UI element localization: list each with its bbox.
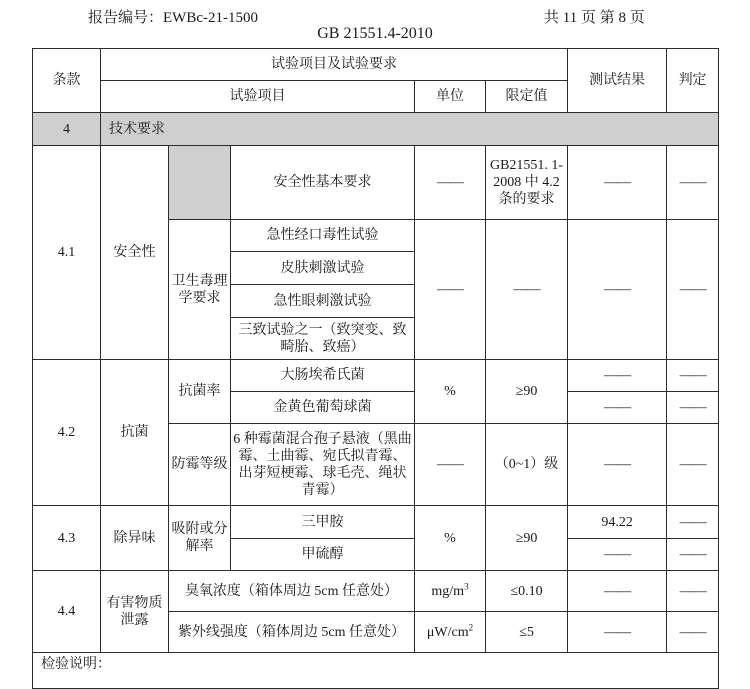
item-name: 臭氧浓度（箱体周边 5cm 任意处）: [169, 571, 415, 612]
clause-name: 除异味: [101, 506, 169, 571]
unit-cell: ——: [415, 220, 486, 360]
result-cell: ——: [568, 146, 667, 220]
judgment-cell: ——: [667, 506, 719, 539]
clause-no: 4.3: [33, 506, 101, 571]
judgment-cell: ——: [667, 220, 719, 360]
limit-cell: ≥90: [486, 360, 568, 424]
limit-cell: ≤5: [486, 612, 568, 653]
clause-name: 抗菌: [101, 360, 169, 506]
limit-cell: GB21551. 1-2008 中 4.2 条的要求: [486, 146, 568, 220]
unit-exponent: 3: [464, 580, 469, 591]
limit-cell: ≥90: [486, 506, 568, 571]
col-header-limit: 限定值: [486, 81, 568, 113]
item-name: 甲硫醇: [231, 539, 415, 571]
group-name: 抗菌率: [169, 360, 231, 424]
table-row: [33, 146, 719, 220]
result-cell: ——: [568, 392, 667, 424]
limit-cell: ≤0.10: [486, 571, 568, 612]
col-header-unit: 单位: [415, 81, 486, 113]
blank-cell: [169, 146, 231, 220]
result-cell: 94.22: [568, 506, 667, 539]
result-cell: ——: [568, 220, 667, 360]
result-cell: ——: [568, 539, 667, 571]
col-header-item: 试验项目: [101, 81, 415, 113]
notes-label: 检验说明：: [33, 653, 719, 689]
notes-row: [33, 653, 719, 689]
limit-cell: （0~1）级: [486, 424, 568, 506]
group-name: 吸附或分解率: [169, 506, 231, 571]
result-cell: ——: [568, 571, 667, 612]
group-name: 防霉等级: [169, 424, 231, 506]
judgment-cell: ——: [667, 571, 719, 612]
unit-cell: %: [415, 506, 486, 571]
judgment-cell: ——: [667, 539, 719, 571]
group-name: 卫生毒理学要求: [169, 220, 231, 360]
limit-cell: ——: [486, 220, 568, 360]
item-name: 安全性基本要求: [231, 146, 415, 220]
clause-no: 4.2: [33, 360, 101, 506]
page-indicator: 共 11 页 第 8 页: [544, 10, 645, 26]
result-cell: ——: [568, 612, 667, 653]
report-number: 报告编号：EWBc-21-1500: [88, 10, 258, 26]
clause-name: 有害物质泄露: [101, 571, 169, 653]
unit-cell: ——: [415, 146, 486, 220]
item-name: 皮肤刺激试验: [231, 252, 415, 285]
item-name: 大肠埃希氏菌: [231, 360, 415, 392]
clause-name: 安全性: [101, 146, 169, 360]
judgment-cell: ——: [667, 392, 719, 424]
result-cell: ——: [568, 424, 667, 506]
unit-base: mg/m: [431, 583, 465, 599]
col-header-items-req: 试验项目及试验要求: [101, 49, 568, 81]
judgment-cell: ——: [667, 360, 719, 392]
col-header-judgment: 判定: [667, 49, 719, 113]
col-header-clause: 条款: [33, 49, 101, 113]
col-header-result: 测试结果: [568, 49, 667, 113]
section-no: 4: [33, 113, 101, 146]
unit-cell: ——: [415, 424, 486, 506]
clause-no: 4.1: [33, 146, 101, 360]
unit-cell: [415, 571, 486, 612]
item-name: 紫外线强度（箱体周边 5cm 任意处）: [169, 612, 415, 653]
test-report-table: [32, 48, 719, 689]
item-name: 三甲胺: [231, 506, 415, 539]
standard-code: GB 21551.4-2010: [317, 25, 433, 42]
item-name: 6 种霉菌混合孢子悬液（黑曲霉、土曲霉、宛氏拟青霉、出芽短梗霉、球毛壳、绳状青霉）: [231, 424, 415, 506]
item-name: 急性经口毒性试验: [231, 220, 415, 252]
judgment-cell: ——: [667, 146, 719, 220]
item-name: 急性眼刺激试验: [231, 285, 415, 318]
judgment-cell: ——: [667, 424, 719, 506]
table-row: [33, 360, 719, 392]
table-row: [33, 571, 719, 612]
judgment-cell: ——: [667, 612, 719, 653]
clause-no: 4.4: [33, 571, 101, 653]
unit-cell: [415, 612, 486, 653]
unit-base: μW/cm: [426, 624, 469, 640]
result-cell: ——: [568, 360, 667, 392]
unit-exponent: 2: [468, 621, 474, 632]
item-name: 三致试验之一（致突变、致畸胎、致癌）: [231, 318, 415, 360]
unit-cell: %: [415, 360, 486, 424]
section-title: 技术要求: [101, 113, 719, 146]
table-row: [33, 506, 719, 539]
item-name: 金黄色葡萄球菌: [231, 392, 415, 424]
section-row: [33, 113, 719, 146]
